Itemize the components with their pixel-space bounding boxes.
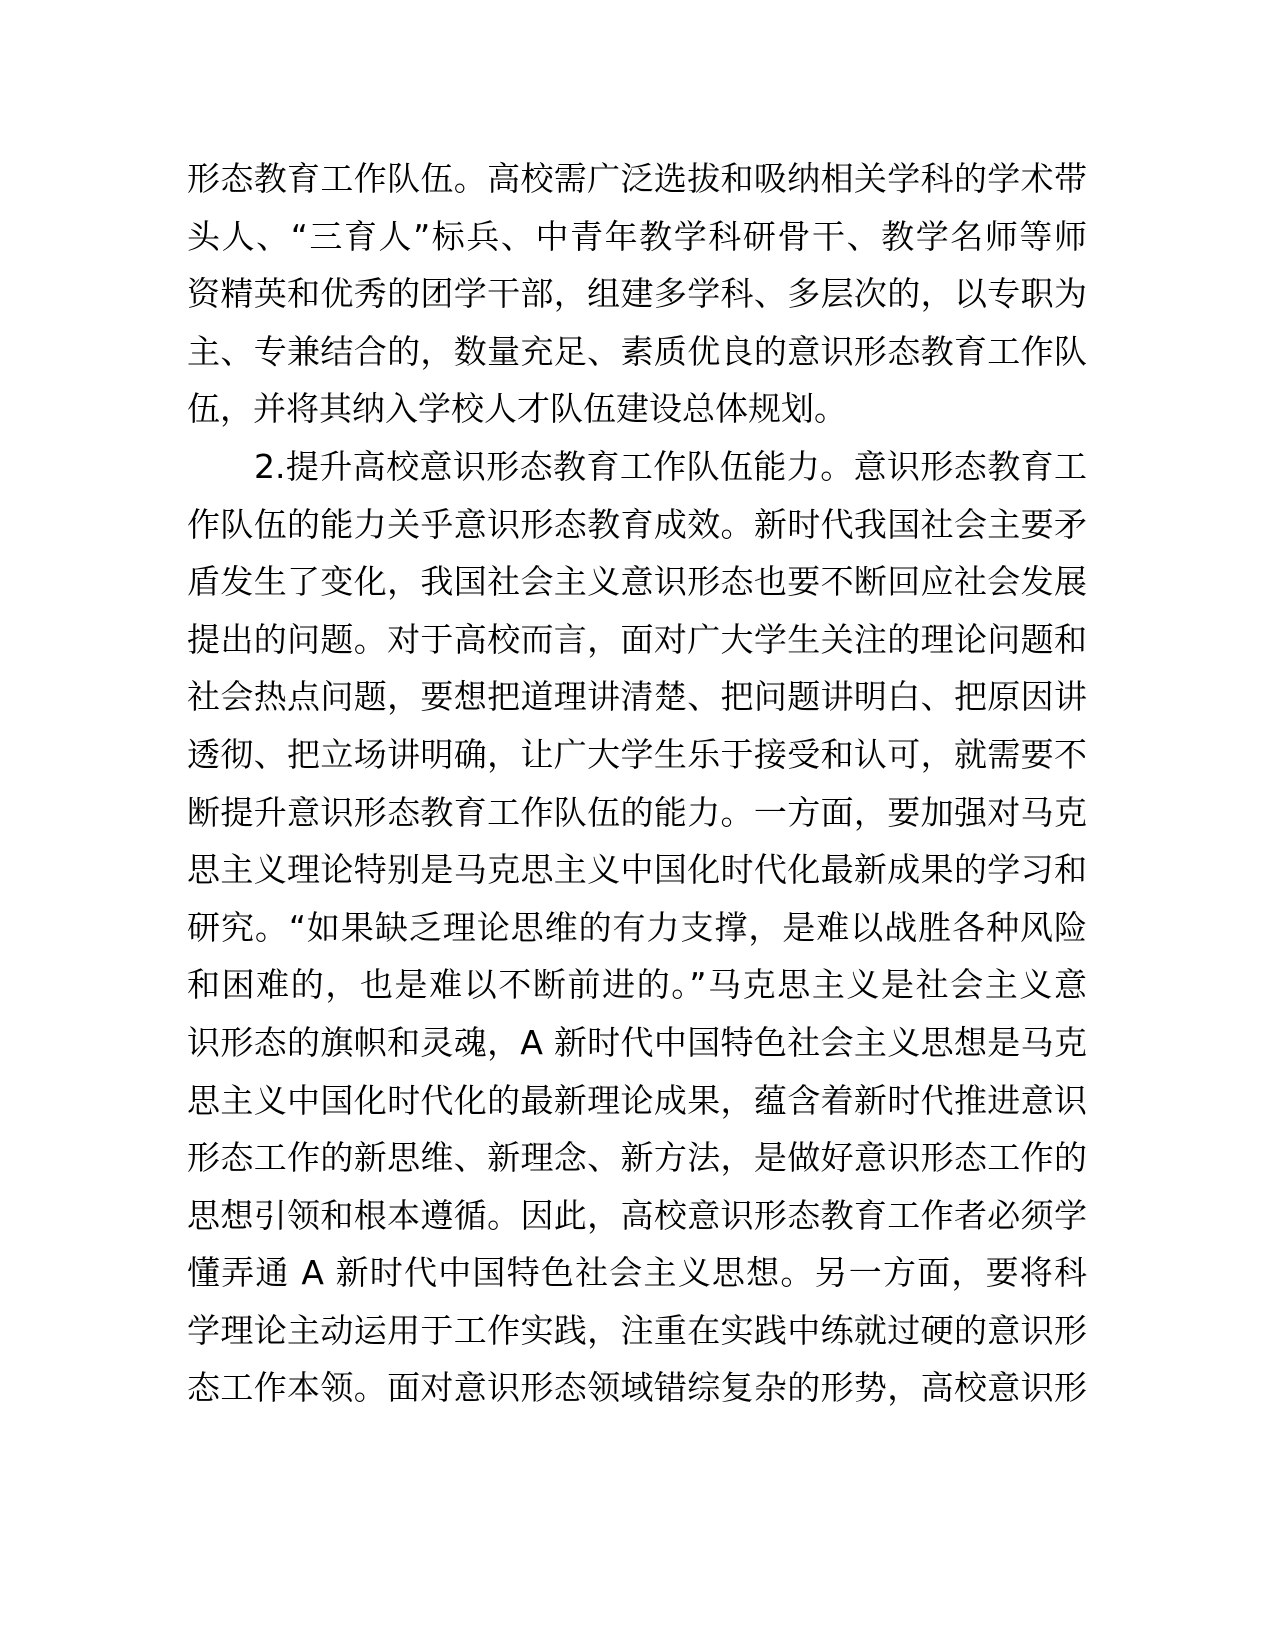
text-line: 态工作本领。面对意识形态领域错综复杂的形势，高校意识形 (187, 1368, 1087, 1408)
text-line: 断提升意识形态教育工作队伍的能力。一方面，要加强对马克 (187, 792, 1087, 832)
text-line: 思主义理论特别是马克思主义中国化时代化最新成果的学习和 (187, 850, 1087, 890)
text-line: 头人、“三育人”标兵、中青年教学科研骨干、教学名师等师 (187, 216, 1087, 256)
body-text (187, 150, 1087, 1417)
text-line: 懂弄通 A 新时代中国特色社会主义思想。另一方面，要将科 (187, 1253, 1087, 1293)
text-line: 提出的问题。对于高校而言，面对广大学生关注的理论问题和 (187, 619, 1087, 659)
text-line: 和困难的，也是难以不断前进的。”马克思主义是社会主义意 (187, 965, 1087, 1005)
text-line: 伍，并将其纳入学校人才队伍建设总体规划。 (187, 389, 847, 429)
text-line: 盾发生了变化，我国社会主义意识形态也要不断回应社会发展 (187, 562, 1087, 602)
text-line: 思主义中国化时代化的最新理论成果，蕴含着新时代推进意识 (187, 1080, 1087, 1120)
text-line: 主、专兼结合的，数量充足、素质优良的意识形态教育工作队 (187, 331, 1087, 371)
text-line: 作队伍的能力关乎意识形态教育成效。新时代我国社会主要矛 (187, 504, 1087, 544)
text-line: 学理论主动运用于工作实践，注重在实践中练就过硬的意识形 (187, 1310, 1087, 1350)
text-line: 思想引领和根本遵循。因此，高校意识形态教育工作者必须学 (187, 1195, 1087, 1235)
text-line: 社会热点问题，要想把道理讲清楚、把问题讲明白、把原因讲 (187, 677, 1087, 717)
text-line: 资精英和优秀的团学干部，组建多学科、多层次的，以专职为 (187, 274, 1087, 314)
text-line: 形态工作的新思维、新理念、新方法，是做好意识形态工作的 (187, 1138, 1087, 1178)
text-line: 透彻、把立场讲明确，让广大学生乐于接受和认可，就需要不 (187, 734, 1087, 774)
text-line: 识形态的旗帜和灵魂，A 新时代中国特色社会主义思想是马克 (187, 1022, 1087, 1062)
section-heading-line: 2.提升高校意识形态教育工作队伍能力。意识形态教育工 (254, 446, 1087, 486)
text-line: 研究。“如果缺乏理论思维的有力支撑，是难以战胜各种风险 (187, 907, 1087, 947)
text-line: 形态教育工作队伍。高校需广泛选拔和吸纳相关学科的学术带 (187, 159, 1087, 198)
